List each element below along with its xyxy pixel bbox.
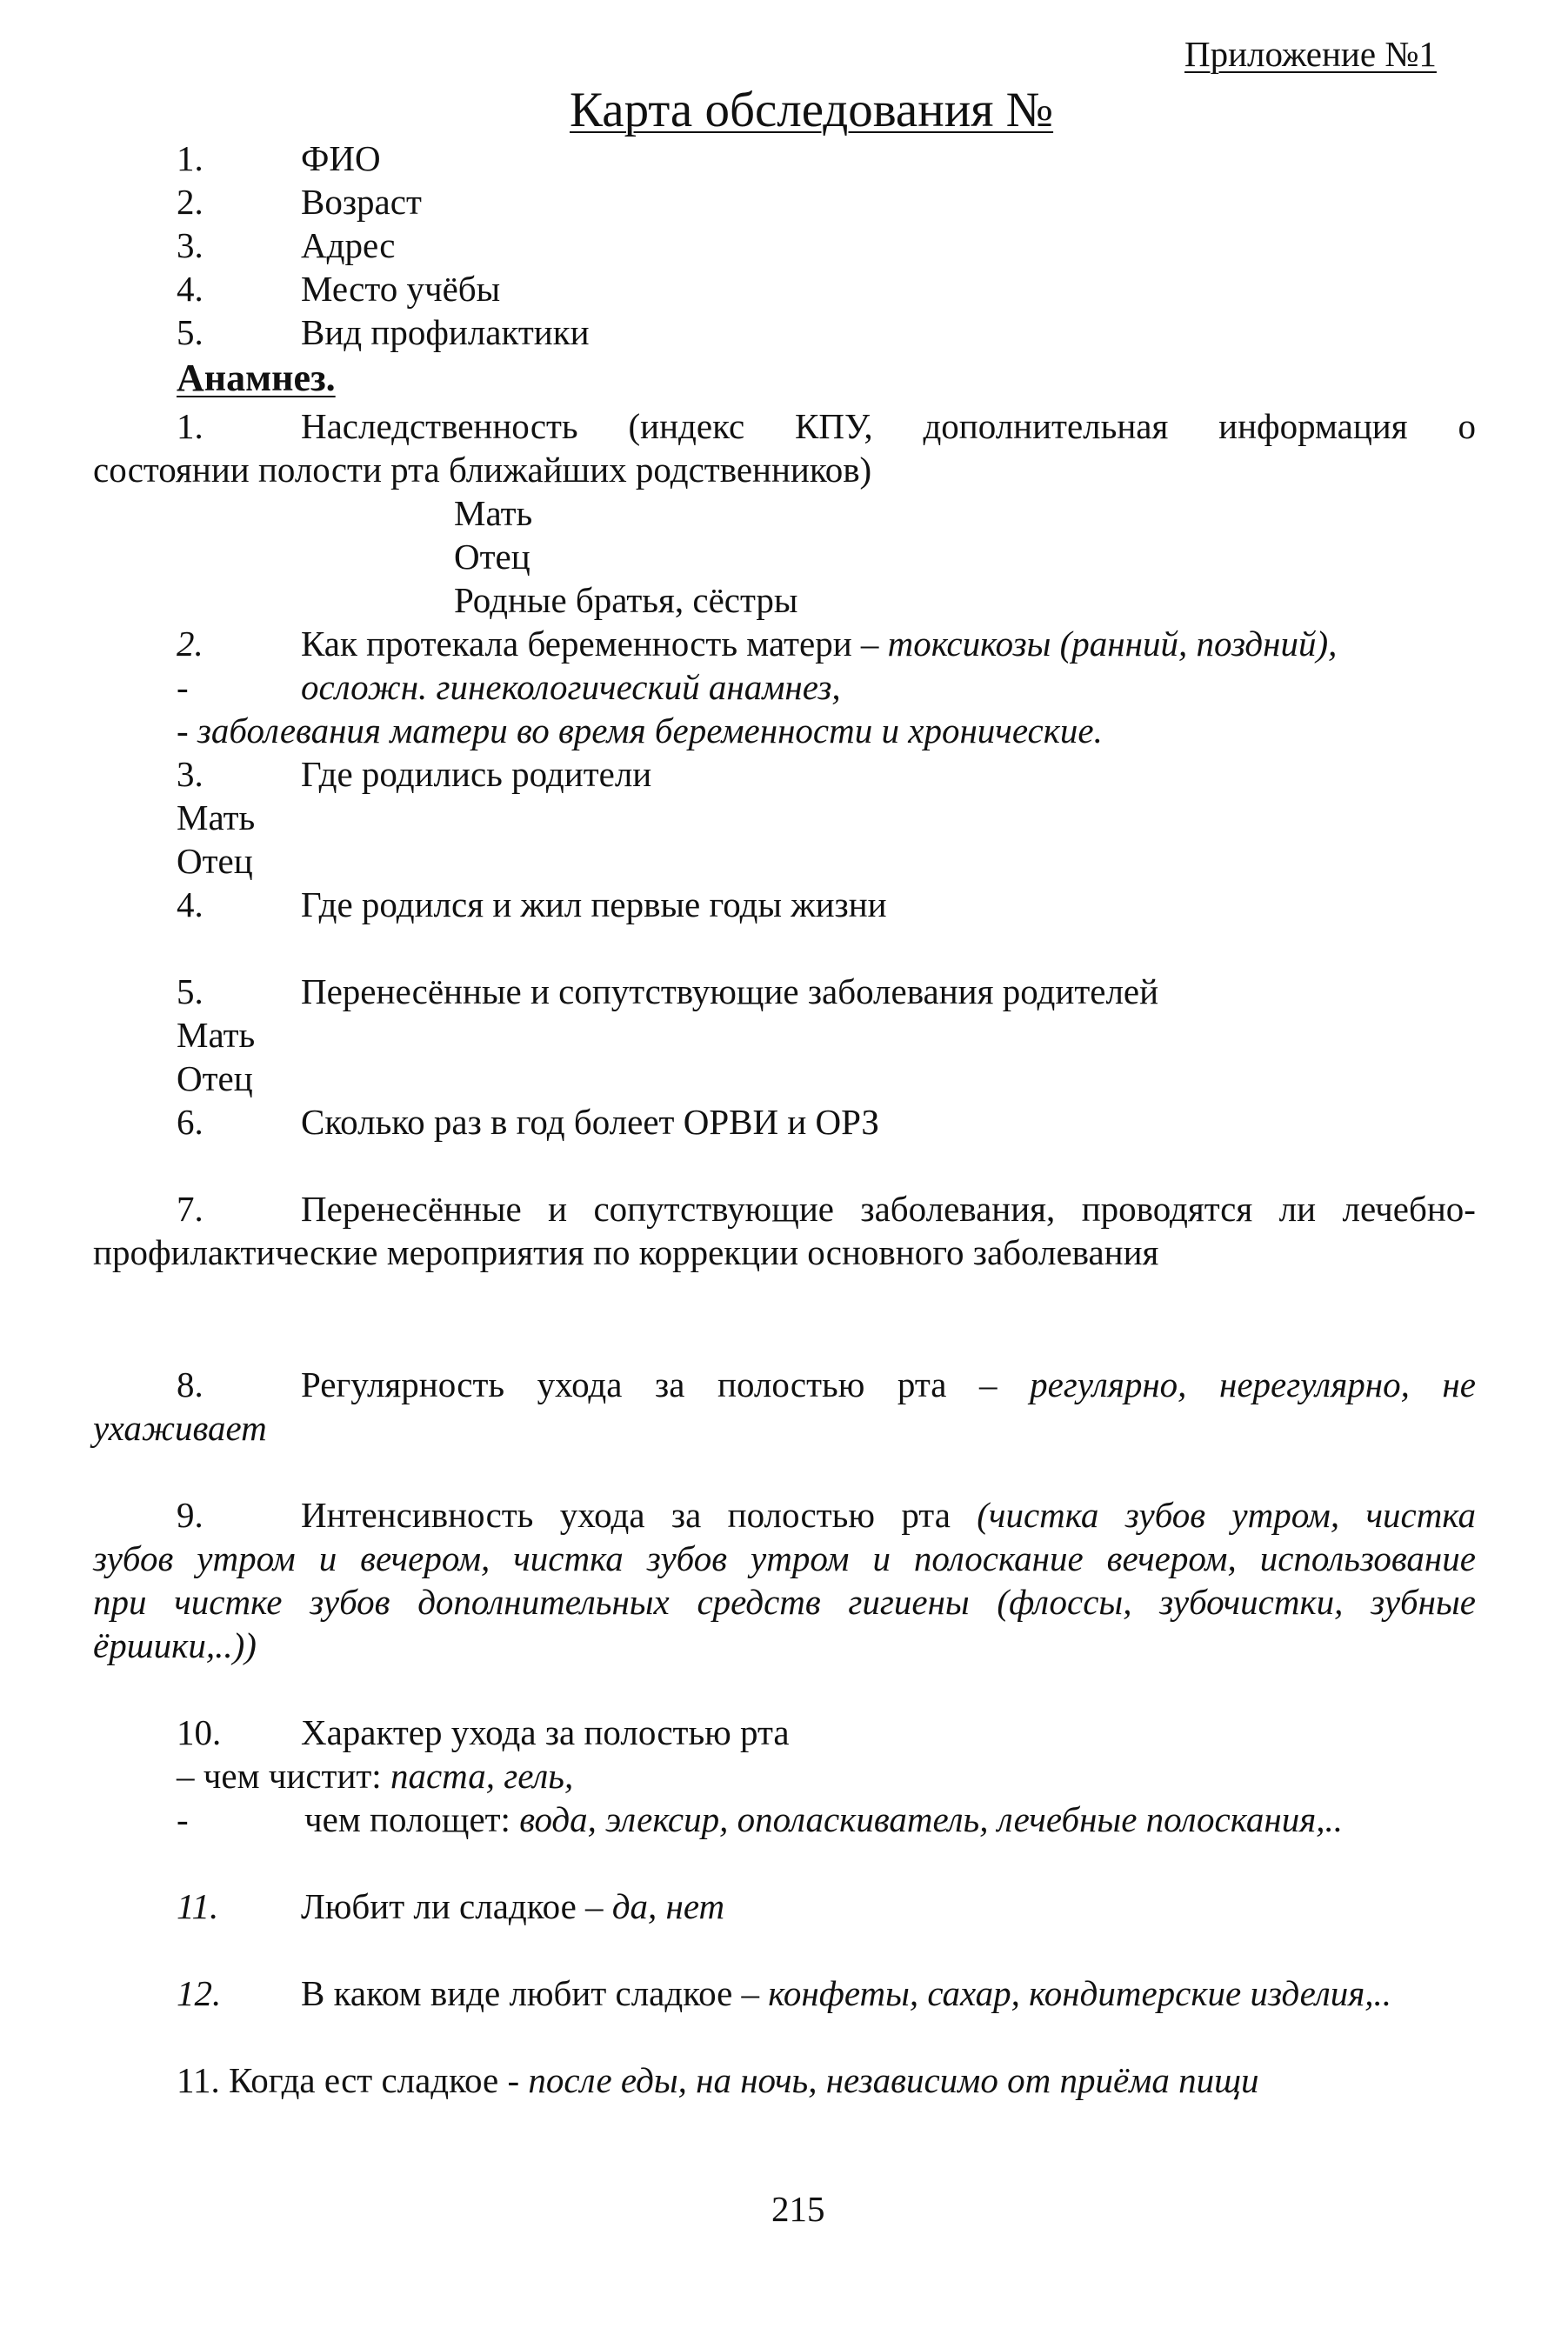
- q10-text: Характер ухода за полостью рта: [301, 1712, 790, 1752]
- q7-word: лечебно-: [1342, 1189, 1476, 1229]
- q9-word: гигиены: [848, 1582, 970, 1622]
- question-number: 3.: [177, 754, 204, 794]
- q9-word: и: [872, 1538, 891, 1578]
- question-number: 9.: [177, 1495, 204, 1535]
- question-number: 8.: [177, 1364, 204, 1404]
- q11-options: да, нет: [611, 1886, 725, 1926]
- q9-word: вечером,: [360, 1538, 490, 1578]
- q7-word: и: [548, 1189, 568, 1229]
- q9-word: полоскание: [913, 1538, 1084, 1578]
- q9-word: зубные: [1371, 1582, 1476, 1622]
- q12-options: конфеты, сахар, кондитерские изделия,..: [768, 1973, 1392, 2013]
- q4-text: Где родился и жил первые годы жизни: [301, 884, 887, 924]
- question-number: 11.: [177, 1886, 219, 1926]
- list-item-number: 1.: [177, 138, 204, 178]
- q10-line-3: [304, 1798, 1343, 1840]
- q7-word: проводятся: [1081, 1189, 1253, 1229]
- list-item-age: Возраст: [301, 182, 422, 222]
- q2-options: токсикозы (ранний, поздний),: [887, 624, 1338, 664]
- list-item-study-place: Место учёбы: [301, 269, 501, 309]
- q10-dash: -: [177, 1799, 189, 1839]
- q9-option: (чистка: [977, 1495, 1099, 1535]
- q11-line: [301, 1885, 724, 1927]
- q8-word: полостью: [717, 1364, 865, 1404]
- q7-word: заболевания,: [860, 1189, 1056, 1229]
- list-item-address: Адрес: [301, 225, 396, 265]
- q9-word: и: [318, 1538, 337, 1578]
- q9-line-1: [301, 1494, 1476, 1536]
- page-number: 215: [771, 2189, 825, 2229]
- q8-word: ухода: [537, 1364, 623, 1404]
- q7-line-1: [301, 1188, 1476, 1230]
- q2-text: Как протекала беременность матери –: [301, 624, 888, 664]
- list-item-number: 5.: [177, 312, 204, 352]
- q10-rinse-options: вода, элексир, ополаскиватель, лечебные полоскания,..: [519, 1799, 1344, 1839]
- q9-word: использование: [1259, 1538, 1476, 1578]
- list-item-number: 4.: [177, 269, 204, 309]
- q9-word: чистка: [513, 1538, 624, 1578]
- appendix-label: Приложение №1: [1184, 34, 1437, 74]
- q1-relative-siblings: Родные братья, сёстры: [454, 580, 798, 620]
- q9-word: утром: [197, 1538, 296, 1578]
- q9-word: утром: [751, 1538, 850, 1578]
- q1-word: (индекс: [628, 406, 745, 446]
- q13-options: после еды, на ночь, независимо от приёма пищи: [528, 2060, 1259, 2100]
- question-number: 6.: [177, 1102, 204, 1142]
- q9-word: зубов: [646, 1538, 728, 1578]
- q9-word: зубочистки,: [1159, 1582, 1344, 1622]
- q9-word: ухода: [559, 1495, 645, 1535]
- q8-line-2: ухаживает: [93, 1408, 267, 1448]
- anamnesis-heading: Анамнез.: [177, 357, 336, 399]
- q2-dash: -: [177, 710, 197, 750]
- q1-line-2: состоянии полости рта ближайших родственников): [93, 450, 872, 490]
- q9-option: чистка: [1365, 1495, 1476, 1535]
- q12-text: В каком виде любит сладкое –: [301, 1973, 769, 2013]
- q13-text: Когда ест сладкое -: [219, 2060, 529, 2100]
- q5-text: Перенесённые и сопутствующие заболевания родителей: [301, 971, 1159, 1011]
- q7-word: сопутствующие: [593, 1189, 834, 1229]
- q9-word: зубов: [310, 1582, 390, 1622]
- list-item-fio: ФИО: [301, 138, 381, 178]
- q2-line-3: [177, 710, 1103, 751]
- q2-line-1: [301, 623, 1337, 664]
- q8-word: рта: [897, 1364, 947, 1404]
- question-number: 12.: [177, 1973, 222, 2013]
- q9-word: полостью: [727, 1495, 875, 1535]
- q1-word: Наследственность: [301, 406, 578, 446]
- q8-word: Регулярность: [301, 1364, 505, 1404]
- q10-rinse-label: чем полощет:: [304, 1799, 520, 1839]
- list-item-number: 3.: [177, 225, 204, 265]
- q2-dash: -: [177, 667, 189, 707]
- q8-line-1: [301, 1364, 1476, 1405]
- question-number: 4.: [177, 884, 204, 924]
- q9-word: при: [93, 1582, 147, 1622]
- question-number: 5.: [177, 971, 204, 1011]
- q8-option: регулярно,: [1030, 1364, 1187, 1404]
- q1-relative-father: Отец: [454, 537, 530, 577]
- question-number: 2.: [177, 624, 204, 664]
- q9-word: зубов: [93, 1538, 174, 1578]
- page-title: Карта обследования №: [570, 83, 1054, 137]
- q10-line-2: [177, 1755, 573, 1797]
- q1-relative-mother: Мать: [454, 493, 533, 533]
- q9-word: чистке: [174, 1582, 283, 1622]
- question-number: 10.: [177, 1712, 222, 1752]
- q2-line-2: осложн. гинекологический анамнез,: [301, 667, 841, 707]
- q12-line: [301, 1972, 1391, 2014]
- q7-line-2: профилактические мероприятия по коррекции основного заболевания: [93, 1232, 1159, 1272]
- q9-word: вечером,: [1106, 1538, 1237, 1578]
- list-item-number: 2.: [177, 182, 204, 222]
- q8-option: нерегулярно,: [1218, 1364, 1410, 1404]
- list-item-prevention-type: Вид профилактики: [301, 312, 590, 352]
- q3-text: Где родились родители: [301, 754, 652, 794]
- q13-line: [177, 2059, 1259, 2101]
- q9-word: (флоссы,: [997, 1582, 1132, 1622]
- q7-word: ли: [1278, 1189, 1317, 1229]
- q1-word: дополнительная: [923, 406, 1169, 446]
- q1-word: о: [1458, 406, 1476, 446]
- question-number: 11.: [177, 2060, 220, 2100]
- q10-clean-options: паста, гель,: [390, 1756, 574, 1796]
- q9-word: рта: [901, 1495, 951, 1535]
- q1-word: информация: [1218, 406, 1408, 446]
- q9-option: утром,: [1231, 1495, 1340, 1535]
- q9-line-2: [93, 1538, 1476, 1579]
- q5-father: Отец: [177, 1058, 253, 1098]
- q10-clean-label: – чем чистит:: [177, 1756, 390, 1796]
- q2-options: заболевания матери во время беременности и хронические.: [197, 710, 1103, 750]
- q9-line-3: [93, 1581, 1476, 1623]
- q9-line-4: ёршики,..)): [93, 1625, 257, 1665]
- q11-text: Любит ли сладкое –: [301, 1886, 612, 1926]
- q7-word: Перенесённые: [301, 1189, 522, 1229]
- q8-option: не: [1442, 1364, 1476, 1404]
- q9-word: за: [671, 1495, 702, 1535]
- q1-word: КПУ,: [795, 406, 873, 446]
- q3-mother: Мать: [177, 797, 256, 837]
- q9-option: зубов: [1124, 1495, 1206, 1535]
- q9-word: Интенсивность: [301, 1495, 534, 1535]
- q1-line-1: [301, 405, 1476, 447]
- q9-word: средств: [697, 1582, 821, 1622]
- q3-father: Отец: [177, 841, 253, 881]
- q8-word: за: [655, 1364, 685, 1404]
- q8-word: –: [979, 1364, 998, 1404]
- question-number: 1.: [177, 406, 204, 446]
- q6-text: Сколько раз в год болеет ОРВИ и ОРЗ: [301, 1102, 879, 1142]
- q9-word: дополнительных: [417, 1582, 670, 1622]
- question-number: 7.: [177, 1189, 204, 1229]
- q5-mother: Мать: [177, 1015, 256, 1055]
